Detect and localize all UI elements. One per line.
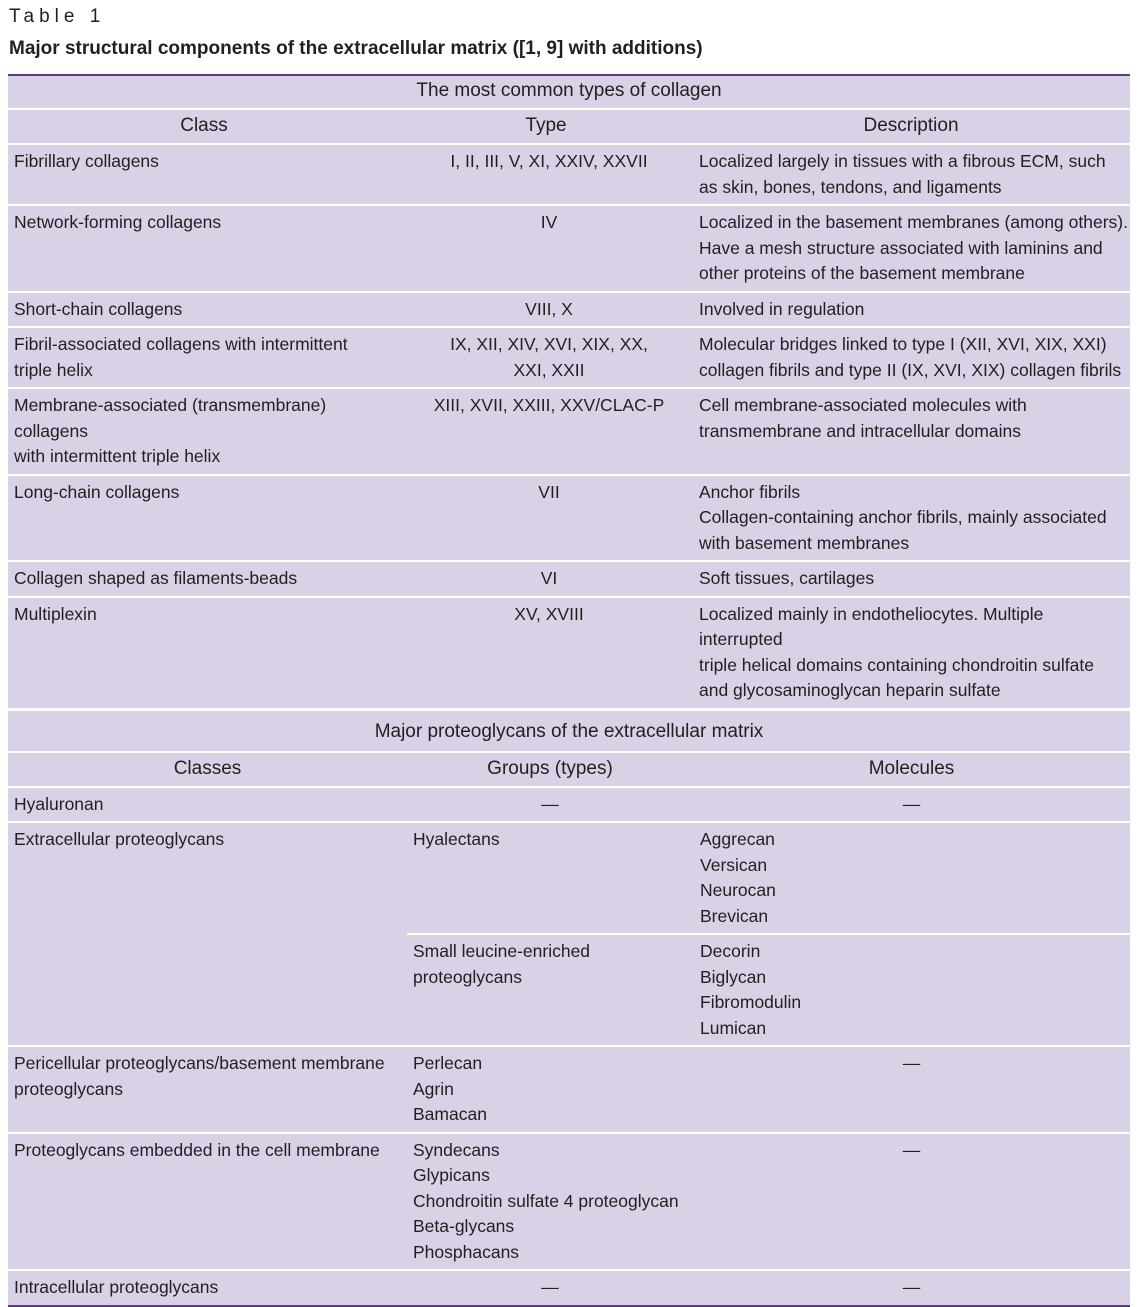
- table-row-extracellular: [8, 823, 1130, 1047]
- type-cell: [400, 293, 692, 327]
- table-row: [8, 145, 1130, 206]
- table-row-hyaluronan: [8, 788, 1130, 824]
- text-line: Perlecan: [413, 1053, 483, 1073]
- text-line: Beta-glycans: [413, 1216, 515, 1236]
- subgroup-row: [407, 823, 1130, 935]
- text-line: with basement membranes: [699, 532, 910, 553]
- text-line: Syndecans: [413, 1139, 500, 1160]
- text-line: IX, XII, XIV, XVI, XIX, XX,: [450, 334, 648, 354]
- text-line: Proteoglycans embedded in the cell membrane: [14, 1139, 380, 1160]
- extracellular-subgroups: [407, 823, 1130, 1045]
- class-cell: [8, 1134, 407, 1270]
- proteoglycan-section: [8, 711, 1130, 1307]
- text-line: Neurocan: [700, 880, 776, 900]
- type-cell: [400, 562, 692, 596]
- header-type: Type: [525, 115, 567, 136]
- text-line: Fibril-associated collagens with intermittent: [14, 334, 348, 354]
- table-row: [8, 206, 1130, 293]
- text-line: Anchor fibrils: [699, 481, 801, 502]
- description-cell: [692, 562, 1130, 596]
- text-line: Involved in regulation: [699, 298, 865, 319]
- description-cell: [692, 145, 1130, 204]
- text-line: Network-forming collagens: [14, 212, 222, 232]
- text-line: Chondroitin sulfate 4 proteoglycan: [413, 1190, 679, 1211]
- description-cell: [692, 328, 1130, 387]
- text-line: Brevican: [700, 905, 769, 926]
- text-line: Collagen shaped as filaments-beads: [14, 568, 298, 588]
- class-cell: [8, 389, 400, 474]
- header-description: Description: [863, 115, 959, 136]
- class-cell: [8, 328, 400, 387]
- table-row: [8, 562, 1130, 598]
- table-title: Major structural components of the extracellular matrix ([1, 9] with additions): [9, 38, 703, 59]
- text-line: XIII, XVII, XXIII, XXV/CLAC-P: [433, 395, 665, 415]
- group-cell: —: [541, 793, 559, 814]
- description-cell: [692, 389, 1130, 474]
- group-cell: [407, 1047, 693, 1132]
- text-line: Pericellular proteoglycans/basement membrane: [14, 1053, 385, 1073]
- text-line: Short-chain collagens: [14, 298, 183, 319]
- class-cell: [8, 206, 400, 291]
- text-line: Phosphacans: [413, 1241, 520, 1262]
- molecules-cell: —: [902, 1277, 921, 1297]
- class-cell: [8, 293, 400, 327]
- proteoglycan-section-title: Major proteoglycans of the extracellular matrix: [8, 711, 1130, 753]
- header-molecules: Molecules: [868, 757, 955, 779]
- text-line: Aggrecan: [700, 829, 775, 849]
- table-row: [8, 389, 1130, 476]
- text-line: transmembrane and intracellular domains: [699, 420, 1021, 441]
- group-cell: —: [541, 1277, 559, 1297]
- class-cell: Extracellular proteoglycans: [14, 829, 225, 849]
- table-row: [8, 328, 1130, 389]
- class-cell: Hyaluronan: [14, 793, 104, 814]
- text-line: VIII, X: [525, 298, 573, 319]
- group-cell: [407, 823, 693, 933]
- text-line: Lumican: [700, 1017, 767, 1038]
- table-row: [8, 293, 1130, 329]
- text-line: Collagen-containing anchor fibrils, mainly associated: [699, 507, 1107, 527]
- collagen-section: [8, 74, 1130, 708]
- text-line: Localized in the basement membranes (among others).: [699, 212, 1128, 232]
- text-line: XV, XVIII: [514, 603, 584, 624]
- molecules-cell: —: [902, 1139, 921, 1160]
- collagen-rows: [8, 145, 1130, 708]
- text-line: triple helix: [14, 359, 93, 380]
- text-line: Bamacan: [413, 1104, 487, 1124]
- text-line: Cell membrane-associated molecules with: [699, 395, 1027, 415]
- group-cell: [407, 935, 693, 1045]
- text-line: VII: [538, 481, 560, 502]
- text-line: I, II, III, V, XI, XXIV, XXVII: [450, 151, 648, 171]
- text-line: Localized largely in tissues with a fibrous ECM, such: [699, 151, 1106, 171]
- description-cell: [692, 598, 1130, 708]
- text-line: triple helical domains containing chondroitin sulfate: [699, 654, 1094, 675]
- text-line: proteoglycans: [14, 1078, 123, 1099]
- text-line: Have a mesh structure associated with laminins and: [699, 237, 1103, 258]
- class-cell: [8, 598, 400, 708]
- text-line: XXI, XXII: [513, 359, 585, 380]
- type-cell: [400, 145, 692, 204]
- class-cell: [8, 1047, 407, 1132]
- text-line: Molecular bridges linked to type I (XII, XVI, XIX, XXI): [699, 334, 1107, 354]
- proteoglycan-header-row: [8, 753, 1130, 788]
- table-row-membrane: [8, 1134, 1130, 1272]
- type-cell: [400, 206, 692, 291]
- group-cell: [407, 1134, 693, 1270]
- text-line: Soft tissues, cartilages: [699, 568, 875, 588]
- text-line: Fibrillary collagens: [14, 151, 159, 171]
- text-line: Versican: [700, 854, 768, 875]
- collagen-header-row: [8, 110, 1130, 145]
- text-line: collagen fibrils and type II (IX, XVI, XIX) collagen fibrils: [699, 359, 1122, 380]
- collagen-section-title: The most common types of collagen: [8, 76, 1130, 110]
- type-cell: [400, 389, 692, 474]
- table-row: [8, 598, 1130, 708]
- type-cell: [400, 476, 692, 561]
- subgroup-row: [407, 935, 1130, 1045]
- text-line: Glypicans: [413, 1165, 490, 1185]
- extracellular-matrix-table: [8, 74, 1130, 1307]
- molecules-cell: [693, 823, 1130, 933]
- text-line: Long-chain collagens: [14, 481, 180, 502]
- text-line: as skin, bones, tendons, and ligaments: [699, 176, 1002, 197]
- table-row-intracellular: [8, 1271, 1130, 1305]
- table-row: [8, 476, 1130, 563]
- header-class: Class: [180, 115, 228, 136]
- table-row-pericellular: [8, 1047, 1130, 1134]
- text-line: Hyalectans: [413, 829, 500, 849]
- header-groups: Groups (types): [487, 757, 613, 779]
- text-line: Localized mainly in endotheliocytes. Multiple interrupted: [699, 603, 1044, 649]
- text-line: VI: [540, 568, 558, 588]
- molecules-cell: [693, 935, 1130, 1045]
- text-line: Membrane-associated (transmembrane) collagens: [14, 395, 327, 441]
- description-cell: [692, 293, 1130, 327]
- table-label: Table 1: [9, 6, 106, 27]
- text-line: Multiplexin: [14, 603, 97, 624]
- type-cell: [400, 328, 692, 387]
- text-line: with intermittent triple helix: [14, 446, 221, 466]
- molecules-cell: —: [902, 793, 921, 814]
- type-cell: [400, 598, 692, 708]
- text-line: Decorin: [700, 941, 761, 961]
- text-line: Fibromodulin: [700, 992, 802, 1012]
- class-cell: [8, 476, 400, 561]
- text-line: and glycosaminoglycan heparin sulfate: [699, 680, 1001, 700]
- header-classes: Classes: [173, 757, 242, 779]
- text-line: IV: [540, 212, 558, 232]
- text-line: other proteins of the basement membrane: [699, 263, 1025, 283]
- molecules-cell: —: [902, 1053, 921, 1073]
- text-line: Small leucine-enriched: [413, 941, 591, 961]
- class-cell: Intracellular proteoglycans: [14, 1277, 219, 1297]
- text-line: proteoglycans: [413, 966, 522, 987]
- description-cell: [692, 206, 1130, 291]
- description-cell: [692, 476, 1130, 561]
- text-line: Agrin: [413, 1078, 454, 1099]
- text-line: Biglycan: [700, 966, 767, 987]
- class-cell: [8, 145, 400, 204]
- class-cell: [8, 562, 400, 596]
